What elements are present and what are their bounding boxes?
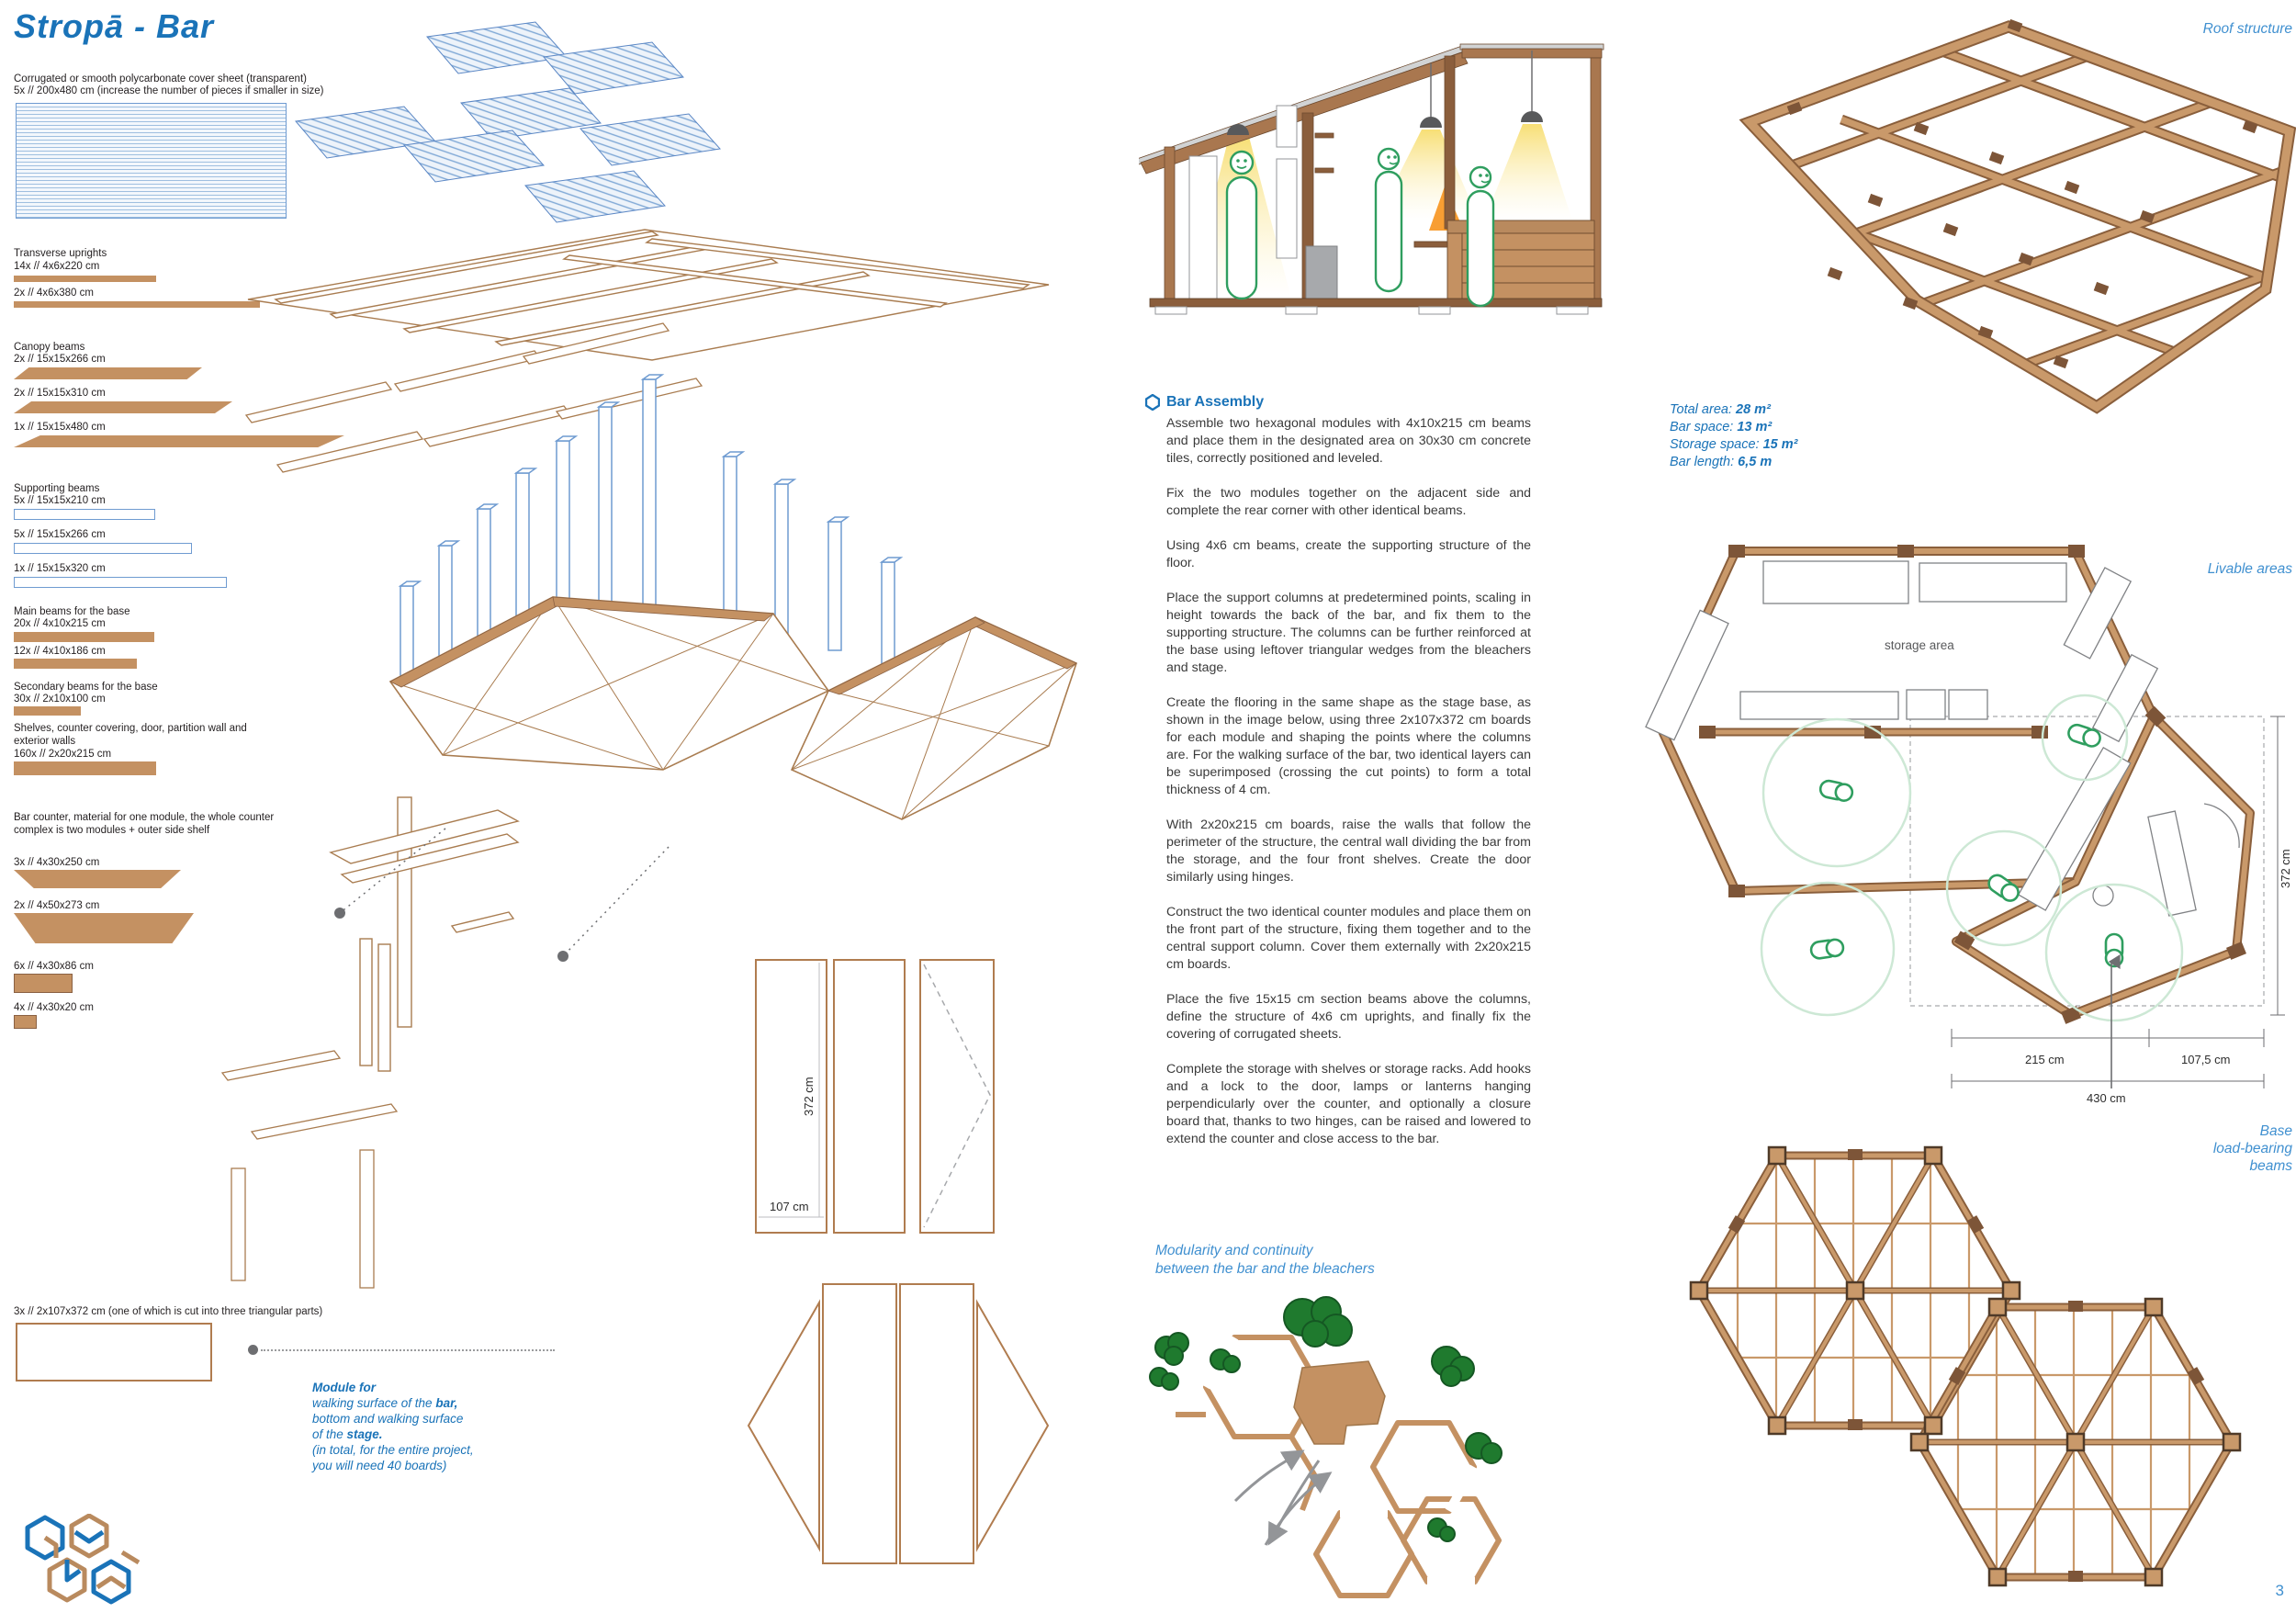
assembly-paragraph: With 2x20x215 cm boards, raise the walls that follow the perimeter of the structure, the central wall dividing the bar from the storage, and the four front shelves. Create the door similarly using hinges.: [1166, 818, 1531, 885]
beam-swatch: [14, 577, 227, 588]
part-qty: 1x // 15x15x320 cm: [14, 563, 106, 574]
hexagon-icon: [1145, 394, 1160, 411]
part-section-label: Bar counter, material for one module, the whole counter complex is two modules + outer side shelf: [14, 812, 275, 836]
base-label-line: load-bearing: [2212, 1141, 2292, 1156]
beam-swatch: [14, 367, 202, 379]
assembly-paragraph: Place the support columns at predetermined points, scaling in height towards the back of the bar, and fix them to the supporting structure. The columns can be further reinforced at the base using leftover triangular wedges from the bleachers and stage.: [1166, 591, 1531, 675]
beam-swatch: [14, 509, 155, 520]
note-line: (in total, for the entire project,: [312, 1443, 474, 1457]
bar-counter: [1414, 220, 1594, 299]
base-label-line: beams: [2249, 1158, 2292, 1174]
part-qty: 2x // 4x50x273 cm: [14, 900, 100, 911]
base-label-line: Base: [2259, 1123, 2292, 1139]
note-line: you will need 40 boards): [312, 1459, 447, 1472]
assembly-heading: [1145, 394, 1264, 411]
part-qty: 30x // 2x10x100 cm: [14, 694, 106, 705]
assembly-paragraph: Using 4x6 cm beams, create the supporting structure of the floor.: [1166, 538, 1531, 570]
area-stats: [1670, 401, 1797, 471]
note-line: Module for: [312, 1381, 376, 1394]
part-qty: 2x // 4x6x380 cm: [14, 288, 94, 299]
assembly-paragraph: Fix the two modules together on the adjacent side and complete the rear corner with other identical beams.: [1166, 486, 1531, 518]
beam-swatch: [14, 761, 156, 775]
beam-swatch: [14, 401, 232, 413]
part-qty: 3x // 2x107x372 cm (one of which is cut into three triangular parts): [14, 1306, 323, 1317]
hexagon-floor-module: [748, 1284, 1048, 1563]
dim-storage: 107,5 cm: [2181, 1053, 2231, 1066]
livable-areas-plan: [1644, 537, 2296, 1107]
counter-board-swatch: [14, 974, 73, 993]
assembly-paragraph: Assemble two hexagonal modules with 4x10x215 cm beams and place them in the designated area on 30x30 cm concrete tiles, correctly positioned and leveled.: [1166, 416, 1531, 466]
page-title: Stropā - Bar: [14, 7, 215, 45]
hexagon-logo: [14, 1514, 152, 1619]
modularity-illustration: [1148, 1279, 1552, 1624]
stat-value: 15 m²: [1762, 437, 1798, 452]
flow-arrows: [1235, 1451, 1330, 1545]
part-qty: 2x // 15x15x266 cm: [14, 354, 106, 365]
counter-pieces: [331, 797, 518, 1071]
part-section-label: Secondary beams for the base: [14, 682, 158, 693]
note-line: of the: [312, 1427, 347, 1441]
board-height-label: 372 cm: [802, 1077, 816, 1116]
assembly-paragraph: Place the five 15x15 cm section beams above the columns, define the structure of 4x6 cm uprights, and finally fix the covering of corrugated sheets.: [1166, 992, 1531, 1042]
counter-board-swatch: [14, 1015, 37, 1029]
part-section-label: Transverse uprights: [14, 248, 107, 259]
page-number: 3: [2275, 1582, 2284, 1599]
note-line: bar,: [435, 1396, 458, 1410]
roof-connectors: [1787, 19, 2258, 368]
counter-board-swatch: [14, 913, 194, 943]
beam-swatch: [14, 706, 81, 716]
part-section-label: Supporting beams: [14, 483, 100, 494]
roof-structure-label: Roof structure: [2202, 21, 2292, 37]
part-section-label: Corrugated or smooth polycarbonate cover sheet (transparent): [14, 73, 307, 85]
bar-section-illustration: [1139, 23, 1616, 331]
part-qty: 2x // 15x15x310 cm: [14, 388, 106, 399]
part-qty: 14x // 4x6x220 cm: [14, 261, 100, 272]
stat-value: 6,5 m: [1738, 455, 1773, 469]
roof-beams: [1667, 14, 2296, 459]
livable-areas-label: Livable areas: [2207, 561, 2292, 577]
note-line: walking surface of the: [312, 1396, 436, 1410]
storage-box: [1306, 246, 1337, 299]
modularity-caption: [1155, 1242, 1375, 1279]
assembly-instructions: [1166, 415, 1531, 1166]
base-beams-diagram: [1644, 1116, 2287, 1617]
canopy-frame: [248, 230, 1049, 360]
storage-area-label: storage area: [1885, 638, 1954, 652]
assembly-paragraph: Construct the two identical counter modules and place them on the front part of the structure, fixing them together and to the central support column. Cover them externally with 2x20x215 cm boards.: [1166, 905, 1531, 972]
caption-line: Modularity and continuity: [1155, 1243, 1313, 1258]
stat-value: 13 m²: [1737, 420, 1773, 434]
caption-line: between the bar and the bleachers: [1155, 1261, 1375, 1277]
dim-total: 430 cm: [2087, 1091, 2126, 1105]
part-qty: 5x // 15x15x210 cm: [14, 495, 106, 506]
part-section-label: Shelves, counter covering, door, partition wall and exterior walls: [14, 723, 247, 747]
part-qty: 160x // 2x20x215 cm: [14, 749, 112, 760]
beam-swatch: [14, 632, 154, 642]
part-qty: 6x // 4x30x86 cm: [14, 961, 94, 972]
part-qty: 3x // 4x30x250 cm: [14, 857, 100, 868]
part-qty: 4x // 4x30x20 cm: [14, 1002, 94, 1013]
assembly-paragraph: Complete the storage with shelves or storage racks. Add hooks and a lock to the door, lamps or lanterns hanging perpendicularly over the counter, and optionally a closure board that, thanks to two hinges, can be raised and lowered to extend the counter and close access to the bar.: [1166, 1062, 1531, 1146]
stat-label: Storage space:: [1670, 437, 1763, 452]
part-qty: 1x // 15x15x480 cm: [14, 422, 106, 433]
note-line: bottom and walking surface: [312, 1412, 464, 1426]
part-qty: 12x // 4x10x186 cm: [14, 646, 106, 657]
wall-connectors: [1651, 545, 2246, 1024]
polycarbonate-sheets: [296, 22, 720, 222]
stat-value: 28 m²: [1736, 402, 1771, 417]
floor-deck: [390, 597, 1076, 819]
part-section-label: Canopy beams: [14, 342, 85, 353]
bar-module-footprint: [1294, 1361, 1385, 1444]
exploded-view-diagram: [220, 18, 1084, 1617]
beam-swatch: [14, 276, 156, 282]
part-section-sub: 5x // 200x480 cm (increase the number of pieces if smaller in size): [14, 85, 324, 96]
dim-height: 372 cm: [2279, 849, 2292, 888]
ground-beam: [1150, 299, 1602, 314]
board-width-label: 107 cm: [770, 1200, 809, 1213]
part-section-label: Main beams for the base: [14, 606, 130, 617]
shelf-boards: [222, 1051, 397, 1288]
part-qty: 5x // 15x15x266 cm: [14, 529, 106, 540]
beam-swatch: [14, 543, 192, 554]
assembly-heading-label: Bar Assembly: [1166, 394, 1265, 410]
stat-label: Total area:: [1670, 402, 1737, 417]
assembly-paragraph: Create the flooring in the same shape as the stage base, as shown in the image below, using three 2x107x372 cm boards for each module and shaping the points where the columns are. For the walking surface of the bar, two identical layers can be superimposed (crossing the cut points) to form a total thickness of 4 cm.: [1166, 695, 1531, 797]
dim-bar: 215 cm: [2025, 1053, 2065, 1066]
floor-boards: [756, 960, 994, 1233]
stat-label: Bar length:: [1670, 455, 1739, 469]
floor-board-swatch: [16, 1323, 212, 1382]
part-qty: 20x // 4x10x215 cm: [14, 618, 106, 629]
stat-label: Bar space:: [1670, 420, 1738, 434]
beam-swatch: [14, 659, 137, 669]
counter-board-swatch: [14, 870, 181, 888]
plan-furniture: [1646, 561, 2239, 916]
livable-circles: [1761, 695, 2182, 1021]
plan-walls: [1658, 551, 2250, 1015]
note-line: stage.: [346, 1427, 383, 1441]
